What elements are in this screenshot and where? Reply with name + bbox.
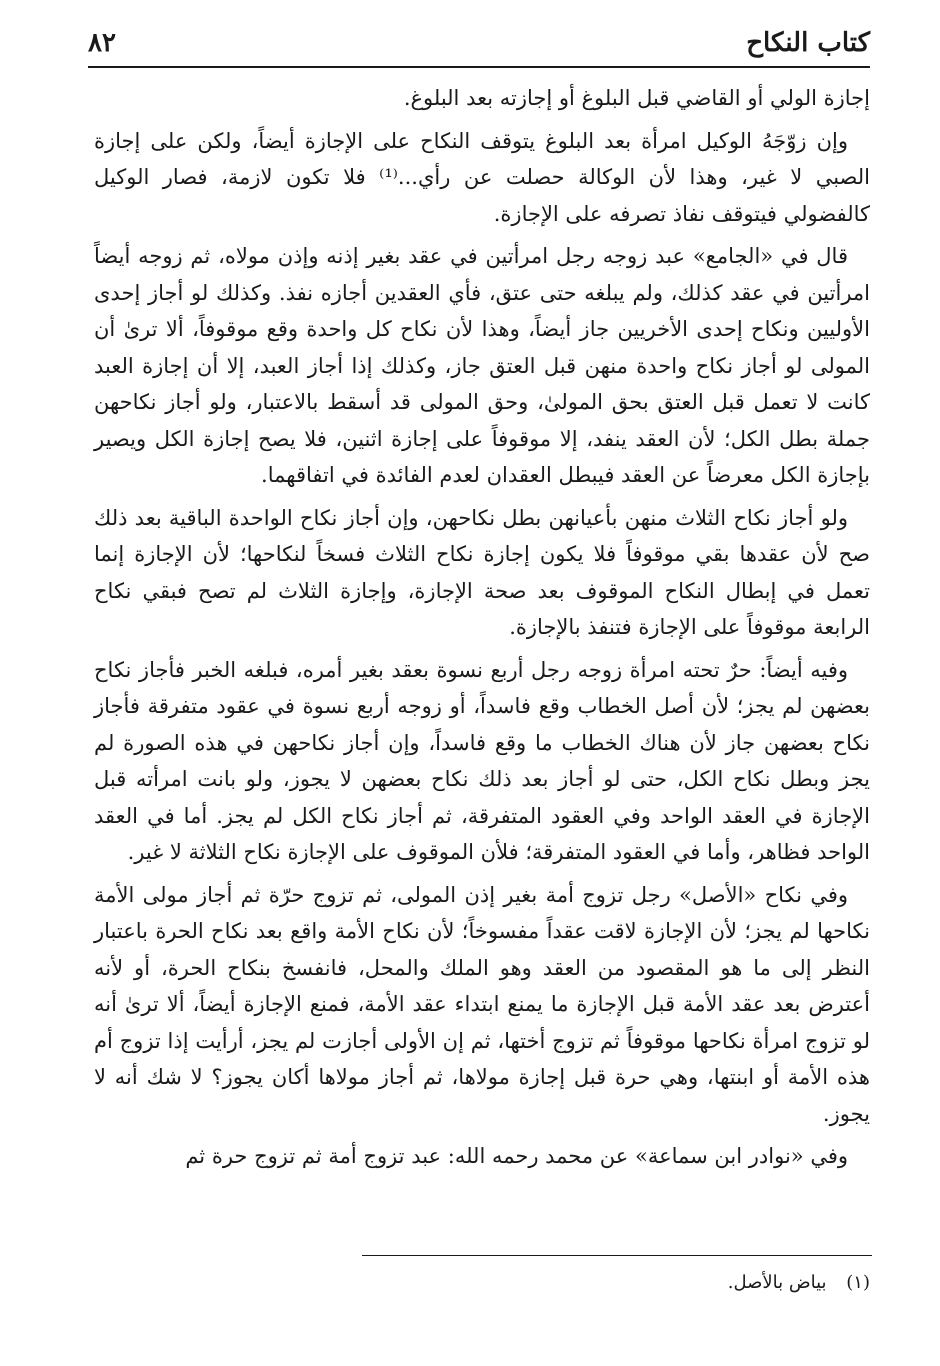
paragraph-5: وفيه أيضاً: حرٌ تحته امرأة زوجه رجل أربع نسوة بعقد بغير أمره، فبلغه الخبر فأجاز نكاح بعضهن لم يجز؛ لأن أصل الخطاب وقع فاسداً، أو زوجه أربع نسوة في عقود متفرقة فأجاز نكاح بعضهن جاز لأن هناك الخطاب ما وقع فاسداً، وإن أجاز نكاحهن في هذه الصورة لم يجز وبطل نكاح الكل، حتى لو أجاز بعد ذلك نكاح بعضهن لا يجوز، ولو بانت امرأته قبل الإجازة في العقد الواحد وفي العقود المتفرقة، ثم أجاز نكاح الكل لم يجز. أما في العقد الواحد فظاهر، وأما في العقود المتفرقة؛ فلأن الموقوف على الإجازة نكاح الثلاثة لا غير. [94, 657, 870, 864]
paragraph-7: وفي «نوادر ابن سماعة» عن محمد رحمه الله: عبد تزوج أمة ثم تزوج حرة ثم [185, 1144, 848, 1168]
page-number: ٨٢ [88, 28, 116, 58]
paragraph-1: إجازة الولي أو القاضي قبل البلوغ أو إجازته بعد البلوغ. [403, 86, 870, 110]
page-body [94, 80, 870, 1366]
footnote-divider [362, 1255, 872, 1256]
footnote-marker: (١) [846, 1272, 870, 1293]
paragraph-2: وإن زوّجَهُ الوكيل امرأة بعد البلوغ يتوقف النكاح على الإجازة أيضاً، ولكن على إجازة الصبي لا غير، وهذا لأن الوكالة حصلت عن رأي...⁽¹⁾ فلا تكون لازمة، فصار الوكيل كالفضولي فيتوقف نفاذ تصرفه على الإجازة. [94, 128, 870, 226]
footnote-text: بياض بالأصل. [727, 1272, 827, 1293]
paragraph-4: ولو أجاز نكاح الثلاث منهن بأعيانهن بطل نكاحهن، وإن أجاز نكاح الواحدة الباقية بعد ذلك صح لأن عقدها بقي موقوفاً فلا يكون إجازة نكاح الثلاث فسخاً لنكاحها؛ لأن الإجازة إنما تعمل في إبطال النكاح الموقوف بعد صحة الإجازة، وإجازة الثلاث لم تصح فبقي نكاح الرابعة موقوفاً على الإجازة فتنفذ بالإجازة. [94, 505, 870, 639]
footnote [94, 1268, 870, 1298]
running-title: كتاب النكاح [746, 28, 870, 58]
paragraph-6: وفي نكاح «الأصل» رجل تزوج أمة بغير إذن المولى، ثم تزوج حرّة ثم أجاز مولى الأمة نكاحها لم يجز؛ لأن الإجازة لاقت عقداً مفسوخاً؛ لأن نكاح الأمة واقع بعد نكاح الحرة باعتبار النظر إلى ما هو المقصود من العقد وهو الملك والمحل، فانفسخ بنكاح الحرة، أو لأنه أعترض بعد عقد الأمة قبل الإجازة ما يمنع ابتداء عقد الأمة، فمنع الإجازة أيضاً، ألا ترىٰ أنه لو تزوج امرأة نكاحها موقوفاً ثم تزوج أختها، ثم إن الأولى أجازت لم يجز، أرأيت إذا تزوج أم هذه الأمة أو ابنتها، وهي حرة قبل إجازة مولاها، ثم أجاز مولاها أكان يجوز؟ لا شك أنه لا يجوز. [94, 882, 870, 1126]
page-header [88, 22, 870, 68]
paragraph-3: قال في «الجامع» عبد زوجه رجل امرأتين في عقد بغير إذنه وإذن مولاه، ثم زوجه أيضاً امرأتين في عقد كذلك، ولم يبلغه حتى عتق، فأي العقدين أجازه نفذ. وكذلك لو أجاز إحدى الأوليين ونكاح إحدى الأخريين جاز أيضاً، وهذا لأن نكاح كل واحدة وقع موقوفاً، ألا ترىٰ أن المولى لو أجاز نكاح واحدة منهن قبل العتق جاز، وكذلك إذا أجاز العبد، إلا أن إجازة العبد كانت لا تعمل قبل العتق بحق المولىٰ، وحق المولى قد أسقط بالاعتبار، ولو أجاز نكاحهن جملة بطل الكل؛ لأن العقد ينفد، إلا موقوفاً على إجازة اثنين، فلا يصح إجازة الكل ويصير بإجازة الكل معرضاً عن العقد فيبطل العقدان لعدم الفائدة في اتفاقهما. [94, 244, 870, 487]
